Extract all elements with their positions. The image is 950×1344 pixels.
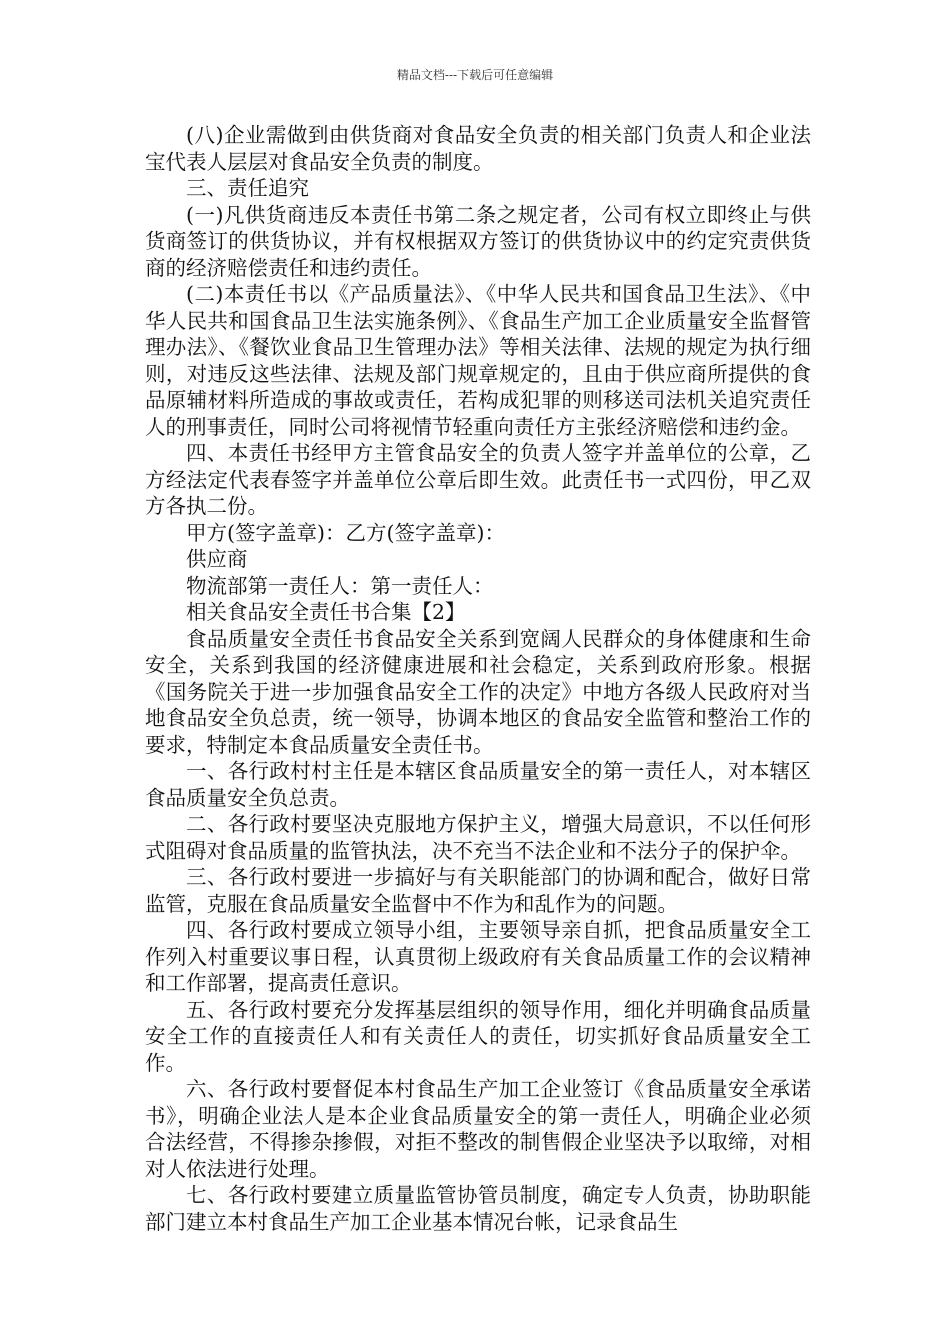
paragraph: 食品质量安全责任书食品安全关系到宽阔人民群众的身体健康和生命安全，关系到我国的经济健康进展和社会稳定，关系到政府形象。根据《国务院关于进一步加强食品安全工作的决定》中地方各级人民政府对当地食品安全负总责，统一领导，协调本地区的食品安全监管和整治工作的要求，特制定本食品质量安全责任书。 <box>145 626 811 757</box>
section-heading: 三、责任追究 <box>186 176 309 200</box>
paragraph: 五、各行政村要充分发挥基层组织的领导作用，细化并明确食品质量安全工作的直接责任人和有关责任人的责任，切实抓好食品质量安全工作。 <box>145 997 811 1075</box>
paragraph: (八)企业需做到由供货商对食品安全负责的相关部门负责人和企业法宝代表人层层对食品安全负责的制度。 <box>145 123 811 174</box>
paragraph: 七、各行政村要建立质量监管协管员制度，确定专人负责，协助职能部门建立本村食品生产加工企业基本情况台帐，记录食品生 <box>145 1183 811 1234</box>
paragraph: 三、各行政村要进一步搞好与有关职能部门的协调和配合，做好日常监管，克服在食品质量安全监督中不作为和乱作为的问题。 <box>145 865 811 916</box>
paragraph: 二、各行政村要坚决克服地方保护主义，增强大局意识，不以任何形式阻碍对食品质量的监管执法，决不充当不法企业和不法分子的保护伞。 <box>145 812 811 863</box>
signature-line: 供应商 <box>186 547 248 571</box>
paragraph: 一、各行政村村主任是本辖区食品质量安全的第一责任人，对本辖区食品质量安全负总责。 <box>145 759 811 810</box>
paragraph: (二)本责任书以《产品质量法》、《中华人民共和国食品卫生法》、《中华人民共和国食品卫生法实施条例》、《食品生产加工企业质量安全监督管理办法》、《餐饮业食品卫生管理办法》等相关法律、法规的规定为执行细则，对违反这些法律、法规及部门规章规定的，且由于供应商所提供的食品原辅材料所造成的事故或责任，若构成犯罪的则移送司法机关追究责任人的刑事责任，同时公司将视情节轻重向责任方主张经济赔偿和违约金。 <box>145 282 811 439</box>
signature-line: 甲方(签字盖章)：乙方(签字盖章)： <box>186 520 505 545</box>
paragraph: (一)凡供货商违反本责任书第二条之规定者，公司有权立即终止与供货商签订的供货协议，并有权根据双方签订的供货协议中的约定究责供货商的经济赔偿责任和违约责任。 <box>145 202 811 280</box>
signature-line: 物流部第一责任人：第一责任人： <box>186 573 494 598</box>
paragraph: 四、各行政村要成立领导小组，主要领导亲自抓，把食品质量安全工作列入村重要议事日程，认真贯彻上级政府有关食品质量工作的会议精神和工作部署，提高责任意识。 <box>145 918 811 995</box>
paragraph: 六、各行政村要督促本村食品生产加工企业签订《食品质量安全承诺书》，明确企业法人是本企业食品质量安全的第一责任人，明确企业必须合法经营，不得掺杂掺假，对拒不整改的制售假企业坚决予以取缔，对相对人依法进行处理。 <box>145 1077 811 1181</box>
paragraph: 四、本责任书经甲方主管食品安全的负责人签字并盖单位的公章，乙方经法定代表春签字并盖单位公章后即生效。此责任书一式四份，甲乙双方各执二份。 <box>145 441 811 518</box>
section-title: 相关食品安全责任书合集【2】 <box>186 600 466 624</box>
document-body <box>145 122 811 1235</box>
page-header: 精品文档---下载后可任意编辑 <box>396 68 554 82</box>
